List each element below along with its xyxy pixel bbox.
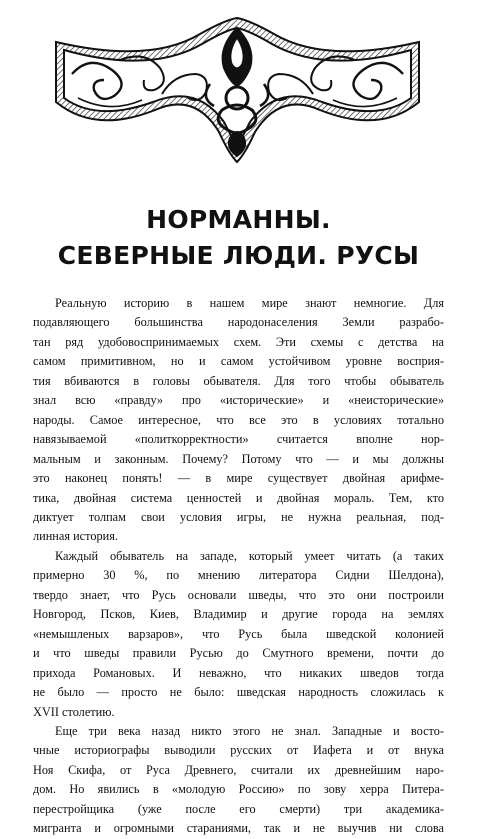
text-line: диктует толпам свои условия игры, не нужна реальная, под- (33, 509, 444, 524)
chapter-title (0, 202, 477, 274)
text-line: тан ряд удобовоспринимаемых схем. Эти схемы с детства на (33, 334, 444, 349)
text-line: это наконец понять! — в мире существует двойная арифме- (33, 471, 444, 486)
paragraph (33, 722, 444, 839)
text-line: не было — просто не было: шведская народность сложилась к (33, 685, 444, 700)
text-line: навязываемой «политкорректности» считается вполне нор- (33, 432, 444, 447)
chapter-title-line-1: НОРМАННЫ. (146, 205, 331, 234)
paragraph (33, 294, 444, 547)
text-line: мальным и законным. Почему? Потому что — и мы должны (33, 451, 444, 466)
text-line: Еще три века назад никто этого не знал. Западные и восто- (55, 723, 444, 738)
text-line: народы. Самое интересное, что все это в условиях тотально (33, 412, 444, 427)
text-line: «немышленых варзаров», что Русь была шведской колонией (33, 626, 444, 641)
ornamental-header-icon (50, 14, 425, 166)
text-line: Новгород, Псков, Киев, Владимир и другие города на землях (33, 607, 444, 622)
text-line: мигранта и огромными стараниями, так и не выучив ни слова (33, 821, 444, 836)
text-line: дом. Но явились в «молодую Россию» по зову херра Питера- (33, 782, 444, 797)
text-line: XVII столетию. (33, 704, 115, 719)
text-line: самом примитивном, но и самом устойчивом уровне восприя- (33, 354, 444, 369)
text-line: примерно 30 %, по мнению литератора Сидни Шелдона), (33, 568, 444, 583)
text-line: Ноя Скифа, от Руса Древнего, считали их древнейшим наро- (33, 762, 444, 777)
text-line: и что шведы правили Русью до Смутного времени, почти до (33, 646, 444, 661)
text-line: перестройщика (уже после его смерти) три академика- (33, 801, 444, 816)
text-line: Каждый обыватель на западе, который умеет читать (а таких (55, 548, 444, 563)
body-text (33, 294, 444, 839)
text-line: тика, двойная система ценностей и двойная мораль. Тем, кто (33, 490, 444, 505)
text-line: подавляющего большинства народонаселения Земли разрабо- (33, 315, 444, 330)
text-line: тия вбиваются в головы обывателя. Для того чтобы обыватель (33, 373, 444, 388)
chapter-title-line-2: СЕВЕРНЫЕ ЛЮДИ. РУСЫ (57, 241, 420, 270)
text-line: знал всю «правду» про «исторические» и «неисторические» (33, 393, 444, 408)
paragraph (33, 547, 444, 722)
text-line: Реальную историю в нашем мире знают немногие. Для (55, 296, 444, 310)
text-line: линная история. (33, 529, 118, 544)
text-line: твердо знает, что Русь основали шведы, что это они построили (33, 587, 444, 602)
text-line: прихода Романовых. И неважно, что никаких шведов тогда (33, 665, 444, 680)
text-line: чные историографы выводили русских от Иафета и от внука (33, 743, 444, 758)
